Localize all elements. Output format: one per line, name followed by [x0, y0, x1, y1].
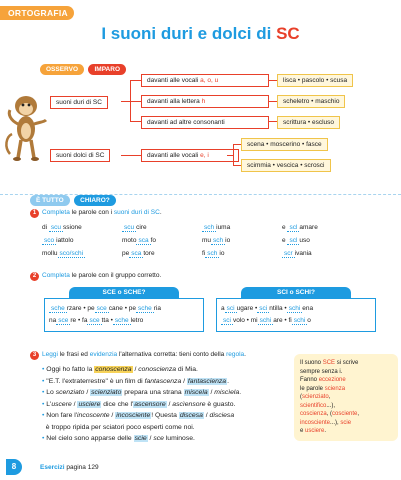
- ex1-word: pe sca tore: [122, 250, 155, 257]
- connector: [121, 155, 141, 156]
- ex2-fill[interactable]: sce: [58, 317, 69, 324]
- ex1-fill[interactable]: scl: [289, 237, 298, 244]
- ex1-row: [42, 237, 362, 250]
- ex1-fill[interactable]: sch: [207, 250, 218, 257]
- hard-rule-1: davanti alle vocali a, o, u: [141, 74, 269, 87]
- ex1-fill[interactable]: sch: [213, 237, 224, 244]
- ex1-fill[interactable]: scr: [284, 250, 293, 257]
- page-title: I suoni duri e dolci di SC: [101, 24, 300, 43]
- tutto-chiaro-pills: [30, 189, 116, 207]
- ex2-fill[interactable]: schi: [288, 305, 301, 312]
- ex2-fill[interactable]: schi: [259, 317, 272, 324]
- connector: [130, 121, 141, 122]
- exercise-3-sentences: [42, 364, 287, 445]
- sentence: • Non fare l'incoscente / incosciente! Questa discesa / disciesa: [42, 412, 235, 419]
- ex1-word: e scl amare: [282, 224, 318, 231]
- ex1-fill[interactable]: sca: [138, 237, 149, 244]
- ex2-fill[interactable]: sci: [223, 317, 231, 324]
- hard-example-2: scheletro • maschio: [277, 95, 345, 108]
- exercise-number-3: 3: [30, 351, 39, 360]
- ex2-fill[interactable]: sche: [114, 317, 129, 324]
- sce-sche-line: na sce re • fa sce tta • sche letro: [49, 317, 144, 324]
- exercise-reference[interactable]: Esercizi pagina 129: [40, 464, 99, 471]
- sentence: • Oggi ho fatto la conoscenza / conoscienza di Mia.: [42, 366, 198, 373]
- ex1-fill[interactable]: sca: [131, 250, 142, 257]
- rule-note: Il suono SCE si scrive sempre senza i. Fanno eccezione le parole scienza (scienziato, scientifico...), coscienza, (cosciente, incosciente...), scie e usciere.: [294, 354, 398, 441]
- ex2-fill[interactable]: sche: [51, 305, 65, 312]
- connector: [233, 144, 234, 166]
- page-number: 8: [6, 459, 22, 475]
- connector: [233, 144, 241, 145]
- exercise-number-1: 1: [30, 209, 39, 218]
- sentence: • "E.T. l'extraterrestre" è un film di fantascenza / fantascienza.: [42, 377, 229, 385]
- ex2-fill[interactable]: sche: [138, 305, 152, 312]
- sci-schi-line: sci volo • mi schi are • fi schi o: [223, 317, 311, 324]
- ex1-fill[interactable]: scl: [289, 224, 298, 231]
- sci-schi-box: [216, 287, 376, 332]
- sce-sche-content: [44, 298, 204, 332]
- hard-rule-3: davanti ad altre consonanti: [141, 116, 269, 129]
- connector: [130, 80, 141, 81]
- exercise-1-instruction: Completa le parole con i suoni duri di SC.: [42, 209, 162, 216]
- ex1-word: scr ivania: [284, 250, 312, 257]
- sce-sche-line: sche rzare • pe sce cane • pe sche ria: [51, 305, 161, 312]
- connector: [268, 80, 277, 81]
- ex2-fill[interactable]: sci: [259, 305, 268, 312]
- ex1-word: sco iattolo: [44, 237, 74, 244]
- ex1-fill[interactable]: scu: [50, 224, 61, 231]
- section-tab: ORTOGRAFIA: [0, 6, 74, 20]
- sentence: • L'uscere / usciere dice che l'ascensore / ascìensore è guasto.: [42, 400, 236, 408]
- imparo-pill: IMPARO: [88, 64, 126, 75]
- ex2-fill[interactable]: sce: [89, 317, 100, 324]
- connector: [130, 80, 131, 122]
- sce-sche-box: [44, 287, 204, 332]
- hard-sc-label: suoni duri di SC: [50, 96, 108, 109]
- ex1-word: di scu ssione: [42, 224, 82, 231]
- soft-sc-label: suoni dolci di SC: [50, 149, 110, 162]
- sci-schi-header: SCI o SCHI?: [241, 287, 351, 298]
- ex1-word: mollu sco/schi: [42, 250, 84, 257]
- soft-example-1: scena • moscerino • fasce: [241, 138, 328, 151]
- hard-example-1: lisca • pascolo • scusa: [277, 74, 353, 87]
- ex1-word: fi sch io: [202, 250, 225, 257]
- connector: [121, 101, 141, 102]
- soft-example-2: scimmia • vescica • scrosci: [241, 159, 331, 172]
- ex1-word: e scl uso: [282, 237, 310, 244]
- tutto-pill: È TUTTO: [30, 195, 70, 206]
- ex2-fill[interactable]: schi: [293, 317, 306, 324]
- chiaro-pill: CHIARO?: [74, 195, 116, 206]
- connector: [268, 121, 277, 122]
- ex2-fill[interactable]: sci: [226, 305, 235, 312]
- ex1-word: scu cire: [124, 224, 147, 231]
- connector: [268, 101, 277, 102]
- sentence: • Nel cielo sono apparse delle scie / sce luminose.: [42, 435, 195, 442]
- sci-schi-content: [216, 298, 376, 332]
- osservo-pill: OSSERVO: [40, 64, 84, 75]
- ex1-word: sch iuma: [204, 224, 231, 231]
- osservo-imparo-pills: [40, 58, 126, 76]
- sentence: • Lo scenziato / scienziato prepara una strana miscela / miscìela.: [42, 389, 242, 396]
- connector: [233, 165, 241, 166]
- sce-sche-header: SCE o SCHE?: [69, 287, 179, 298]
- exercise-2-instruction: Completa le parole con il gruppo corretto.: [42, 272, 162, 279]
- ex1-row: [42, 224, 362, 237]
- sentence: è troppo ripida per sciatori poco esperti come noi.: [42, 423, 195, 431]
- ex1-fill[interactable]: scu: [124, 224, 135, 231]
- connector: [227, 155, 233, 156]
- exercise-3-instruction: Leggi le frasi ed evidenzia l'alternativa corretta: tieni conto della regola.: [42, 351, 246, 358]
- ex1-fill[interactable]: sco/schi: [59, 250, 84, 257]
- hard-rule-2: davanti alla lettera h: [141, 95, 269, 108]
- hard-example-3: scrittura • escluso: [277, 116, 340, 129]
- sci-schi-line: a sci ugare • sci ntilla • schi ena: [221, 305, 314, 312]
- ex1-word: mu sch io: [202, 237, 231, 244]
- soft-rule: davanti alle vocali e, i: [141, 149, 239, 162]
- ex1-row: [42, 250, 362, 263]
- exercise-1-grid: [42, 224, 362, 263]
- ex2-fill[interactable]: sce: [96, 305, 107, 312]
- ex1-word: moto sca fo: [122, 237, 156, 244]
- ex1-fill[interactable]: sch: [204, 224, 215, 231]
- monkey-illustration: [2, 92, 48, 164]
- ex1-fill[interactable]: sco: [44, 237, 55, 244]
- exercise-number-2: 2: [30, 272, 39, 281]
